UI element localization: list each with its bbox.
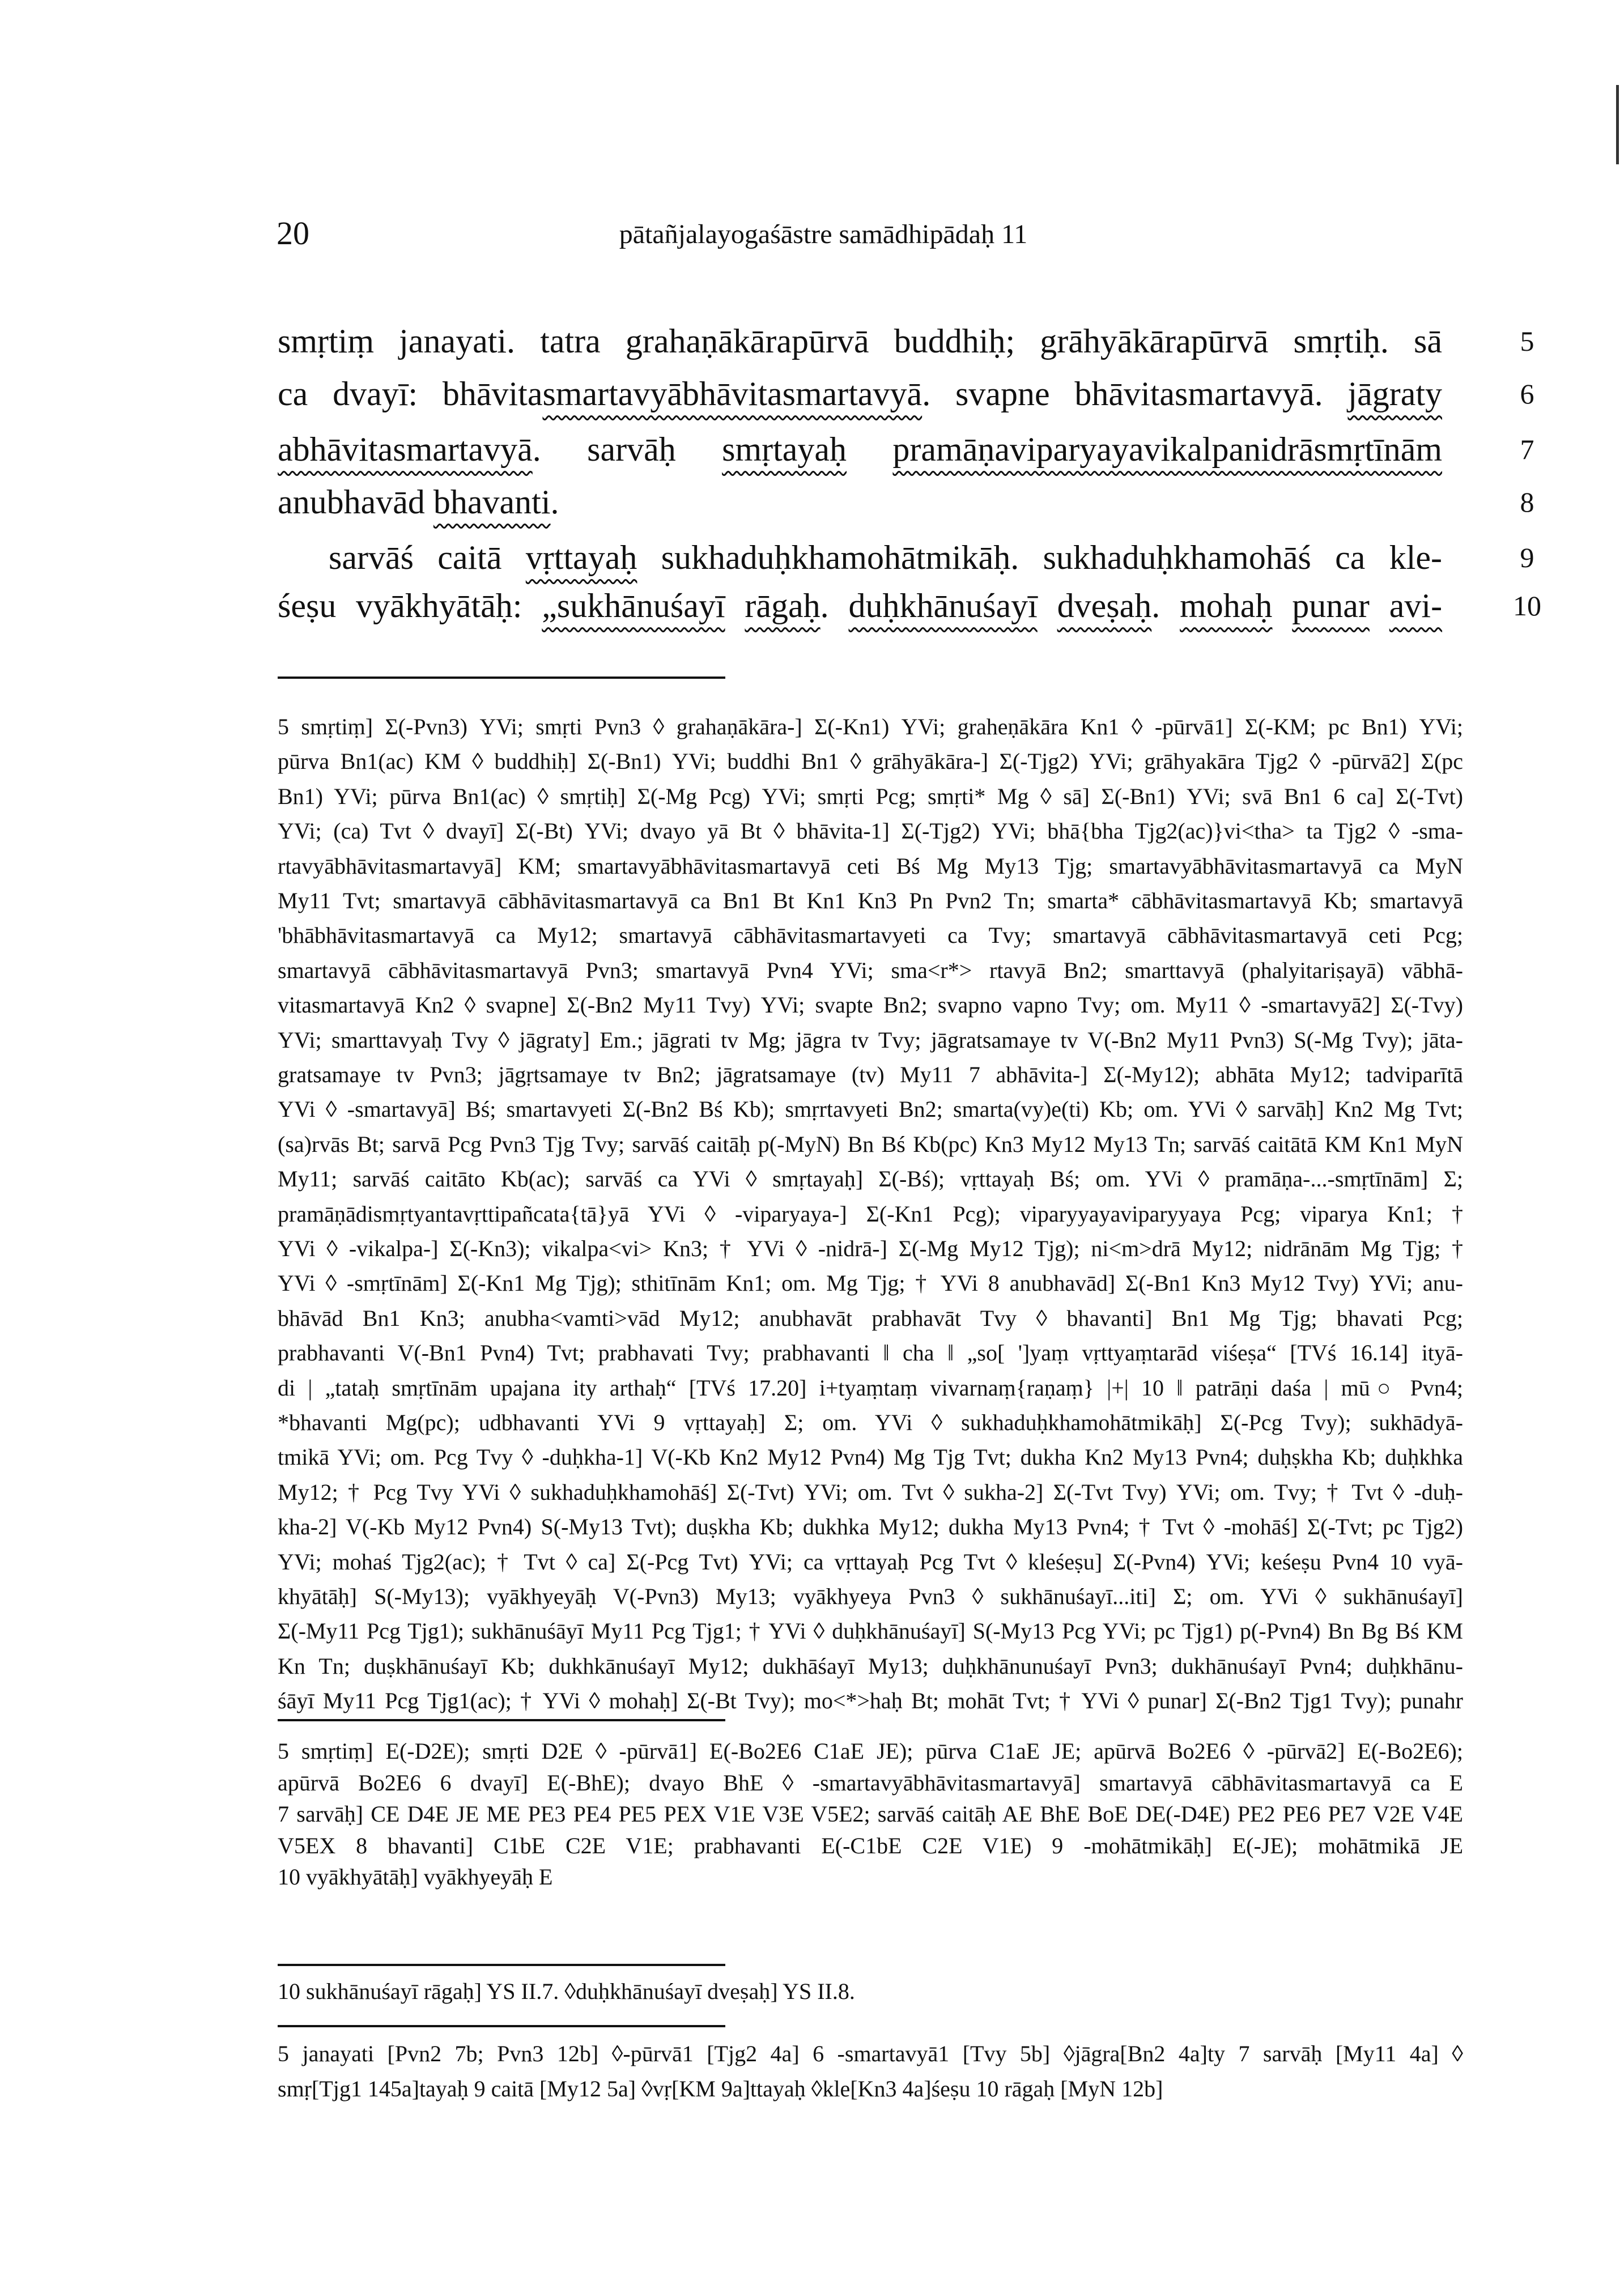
- text-segment: sukhaduḥkhamohātmikāḥ. sukhaduḥkhamohāś ca kle-: [637, 539, 1442, 576]
- apparatus-rule: [278, 677, 725, 679]
- line-number: 5: [1520, 325, 1534, 357]
- text-segment: smṛtiṃ janayati. tatra grahaṇākārapūrvā buddhiḥ; grāhyākārapūrvā smṛtiḥ. sā: [278, 322, 1442, 360]
- underlined-reading: rāgaḥ: [745, 587, 820, 624]
- underlined-reading: vṛttayaḥ: [525, 539, 637, 576]
- apparatus-line: di | „tataḥ smṛtīnām upajana ity arthaḥ“ [TVś 17.20] i+tyaṃtaṃ vivarnaṃ{raṇaṃ} |+| 10 ‖ patrāṇi daśa | mū○ Pvn4;: [278, 1375, 1463, 1401]
- text-segment: [847, 431, 892, 468]
- underlined-reading: jāgraty: [1347, 375, 1442, 412]
- apparatus-line: V5EX 8 bhavanti] C1bE C2E V1E; prabhavanti E(-C1bE C2E V1E) 9 -mohātmikāḥ] E(-JE); mohātmikā JE: [278, 1832, 1463, 1858]
- main-text-line: [278, 583, 1442, 628]
- underlined-reading: dveṣaḥ: [1057, 587, 1152, 624]
- text-segment: . sarvāḥ: [532, 431, 722, 468]
- apparatus-line: *bhavanti Mg(pc); udbhavanti YVi 9 vṛttayaḥ] Σ; om. YVi ◊ sukhaduḥkhamohātmikāḥ] Σ(-Pcg Tvy); sukhādyā-: [278, 1410, 1463, 1435]
- apparatus-line: My12; † Pcg Tvy YVi ◊ sukhaduḥkhamohāś] Σ(-Tvt) YVi; om. Tvt ◊ sukha-2] Σ(-Tvt Tvy) YVi; om. Tvy; † Tvt ◊ -duḥ-: [278, 1479, 1463, 1505]
- underlined-reading: smartavyābhāvitasmartavyā: [542, 375, 922, 412]
- underlined-reading: pramāṇaviparyayavikalpanidrāsmṛtīnām: [892, 431, 1443, 468]
- apparatus-line: 5 janayati [Pvn2 7b; Pvn3 12b] ◊-pūrvā1 [Tjg2 4a] 6 -smartavyā1 [Tvy 5b] ◊jāgra[Bn2 4a]ty 7 sarvāḥ [My11 4a] ◊: [278, 2041, 1463, 2066]
- underlined-reading: punar: [1292, 587, 1370, 624]
- text-segment: [1370, 587, 1389, 624]
- text-segment: .: [1151, 587, 1180, 624]
- underlined-reading: abhāvitasmartavyā: [278, 431, 533, 468]
- apparatus-line: YVi ◊ -smṛtīnām] Σ(-Kn1 Mg Tjg); sthitīnām Kn1; om. Mg Tjg; † YVi 8 anubhavād] Σ(-Bn1 Kn3 My12 Tvy) YVi; anu-: [278, 1270, 1463, 1296]
- text-segment: .: [820, 587, 849, 624]
- underlined-reading: mohaḥ: [1180, 587, 1273, 624]
- underlined-reading: „sukhānuśayī: [542, 587, 725, 624]
- apparatus-line: kha-2] V(-Kb My12 Pvn4) S(-My13 Tvt); duṣkha Kb; dukhka My12; dukha My13 Pvn4; † Tvt ◊ -mohāś] Σ(-Tvt; pc Tjg2): [278, 1514, 1463, 1540]
- apparatus-line: 10 sukhānuśayī rāgaḥ] YS II.7. ◊duḥkhānuśayī dveṣaḥ] YS II.8.: [278, 1979, 855, 2004]
- text-segment: ca dvayī: bhāvita: [278, 375, 543, 412]
- page-number: 20: [277, 215, 309, 252]
- apparatus-line: 5 smṛtiṃ] Σ(-Pvn3) YVi; smṛti Pvn3 ◊ grahaṇākāra-] Σ(-Kn1) YVi; graheṇākāra Kn1 ◊ -pūrvā1] Σ(-KM; pc Bn1) YVi;: [278, 714, 1463, 739]
- line-number: 10: [1513, 590, 1541, 622]
- apparatus-line: YVi; mohaś Tjg2(ac); † Tvt ◊ ca] Σ(-Pcg Tvt) YVi; ca vṛttayaḥ Pcg Tvt ◊ kleśeṣu] Σ(-Pvn4) YVi; keśeṣu Pvn4 10 vyā-: [278, 1548, 1463, 1575]
- apparatus-line: smartavyā cābhāvitasmartavyā Pvn3; smartavyā Pvn4 YVi; sma<r*> rtavyā Bn2; smarttavyā (phalyitariṣayā) vābhā-: [278, 957, 1463, 983]
- apparatus-rule: [278, 1719, 725, 1721]
- apparatus-line: pramāṇādismṛtyantavṛttipañcata{tā}yā YVi ◊ -viparyaya-] Σ(-Kn1 Pcg); viparyyayaviparyyaya Pcg; viparya Kn1; †: [278, 1201, 1463, 1227]
- apparatus-rule: [278, 2025, 725, 2027]
- main-text-line: [278, 535, 1442, 580]
- line-number: 9: [1520, 542, 1534, 573]
- apparatus-line: apūrvā Bo2E6 6 dvayī] E(-BhE); dvayo BhE ◊ -smartavyābhāvitasmartavyā] smartavyā cābhāvitasmartavyā ca E: [278, 1769, 1463, 1796]
- line-number: 7: [1520, 433, 1534, 465]
- apparatus-line: khyātāḥ] S(-My13); vyākhyeyāḥ V(-Pvn3) My13; vyākhyeya Pvn3 ◊ sukhānuśayī...iti] Σ; om. YVi ◊ sukhānuśayī]: [278, 1584, 1463, 1609]
- text-segment: anubhavād: [278, 483, 433, 521]
- apparatus-line: tmikā YVi; om. Pcg Tvy ◊ -duḥkha-1] V(-Kb Kn2 My12 Pvn4) Mg Tjg Tvt; dukha Kn2 My13 Pvn4; duḥṣkha Kb; duḥkhka: [278, 1444, 1463, 1470]
- apparatus-line: gratsamaye tv Pvn3; jāgṛtsamaye tv Bn2; jāgratsamaye (tv) My11 7 abhāvita-] Σ(-My12); abhāta My12; tadviparītā: [278, 1062, 1463, 1087]
- apparatus-line: 7 sarvāḥ] CE D4E JE ME PE3 PE4 PE5 PEX V1E V3E V5E2; sarvāś caitāḥ AE BhE BoE DE(-D4E) PE2 PE6 PE7 V2E V4E: [278, 1801, 1463, 1827]
- apparatus-rule: [278, 1964, 725, 1966]
- text-segment: sarvāś caitā: [329, 539, 526, 576]
- apparatus-line: vitasmartavyā Kn2 ◊ svapne] Σ(-Bn2 My11 Tvy) YVi; svapte Bn2; svapno vapno Tvy; om. My11 ◊ -smartavyā2] Σ(-Tvy): [278, 992, 1463, 1018]
- underlined-reading: duḥkhānuśayī: [848, 587, 1038, 624]
- underlined-reading: bhavanti: [433, 483, 551, 521]
- apparatus-line: YVi; smarttavyaḥ Tvy ◊ jāgraty] Em.; jāgrati tv Mg; jāgra tv Tvy; jāgratsamaye tv V(-Bn2 My11 Pvn3) S(-Mg Tvy); jāta-: [278, 1027, 1463, 1053]
- text-segment: . svapne bhāvitasmartavyā.: [922, 375, 1348, 412]
- main-text-line: [278, 479, 1442, 525]
- apparatus-line: YVi; (ca) Tvt ◊ dvayī] Σ(-Bt) YVi; dvayo yā Bt ◊ bhāvita-1] Σ(-Tjg2) YVi; bhā{bha Tjg2(ac)}vi<tha> ta Tjg2 ◊ -sma-: [278, 818, 1463, 844]
- text-segment: [1038, 587, 1057, 624]
- apparatus-line: YVi ◊ -vikalpa-] Σ(-Kn3); vikalpa<vi> Kn3; † YVi ◊ -nidrā-] Σ(-Mg My12 Tjg); ni<m>drā My12; nidrānām Mg Tjg; †: [278, 1236, 1463, 1261]
- main-text-line: [278, 371, 1442, 416]
- apparatus-line: Bn1) YVi; pūrva Bn1(ac) ◊ smṛtiḥ] Σ(-Mg Pcg) YVi; smṛti Pcg; smṛti* Mg ◊ sā] Σ(-Bn1) YVi; svā Bn1 6 ca] Σ(-Tvt): [278, 783, 1463, 809]
- main-text-line: [278, 427, 1442, 472]
- apparatus-line: 'bhābhāvitasmartavyā ca My12; smartavyā cābhāvitasmartavyeti ca Tvy; smartavyā cābhāvitasmartavyā ceti Pcg;: [278, 922, 1463, 948]
- underlined-reading: smṛtayaḥ: [722, 431, 847, 468]
- apparatus-line: prabhavanti V(-Bn1 Pvn4) Tvt; prabhavati Tvy; prabhavanti ‖ cha ‖ „so[ ']yaṃ vṛttyaṃtarād viśeṣa“ [TVś 16.14] ityā-: [278, 1340, 1463, 1366]
- scan-artifact-mark: [1616, 85, 1619, 164]
- apparatus-line: Σ(-My11 Pcg Tjg1); sukhānuśāyī My11 Pcg Tjg1; † YVi ◊ duḥkhānuśayī] S(-My13 Pcg YVi; pc Tjg1) p(-Pvn4) Bn Bg Bś KM: [278, 1618, 1463, 1644]
- underlined-reading: avi-: [1389, 587, 1443, 624]
- line-number: 8: [1520, 486, 1534, 518]
- apparatus-line: 5 smṛtiṃ] E(-D2E); smṛti D2E ◊ -pūrvā1] E(-Bo2E6 C1aE JE); pūrva C1aE JE; apūrvā Bo2E6 ◊ -pūrvā2] E(-Bo2E6);: [278, 1738, 1463, 1764]
- apparatus-line: pūrva Bn1(ac) KM ◊ buddhiḥ] Σ(-Bn1) YVi; buddhi Bn1 ◊ grāhyākāra-] Σ(-Tjg2) YVi; grāhyakāra Tjg2 ◊ -pūrvā2] Σ(pc: [278, 748, 1463, 775]
- apparatus-line: smṛ[Tjg1 145a]tayaḥ 9 caitā [My12 5a] ◊vṛ[KM 9a]ttayaḥ ◊kle[Kn3 4a]śeṣu 10 rāgaḥ [MyN 12b]: [278, 2076, 1163, 2101]
- text-segment: [1272, 587, 1292, 624]
- apparatus-line: YVi ◊ -smartavyā] Bś; smartavyeti Σ(-Bn2 Bś Kb); smṛrtavyeti Bn2; smarta(vy)e(ti) Kb; om. YVi ◊ sarvāḥ] Kn2 Mg Tvt;: [278, 1096, 1463, 1122]
- text-segment: .: [550, 483, 559, 521]
- apparatus-line: śāyī My11 Pcg Tjg1(ac); † YVi ◊ mohaḥ] Σ(-Bt Tvy); mo<*>haḥ Bt; mohāt Tvt; † YVi ◊ punar] Σ(-Bn2 Tjg1 Tvy); punahr: [278, 1688, 1463, 1714]
- apparatus-line: My11; sarvāś caitāto Kb(ac); sarvāś ca YVi ◊ smṛtayaḥ] Σ(-Bś); vṛttayaḥ Bś; om. YVi ◊ pramāṇa-...-smṛtīnām] Σ;: [278, 1166, 1463, 1192]
- running-head: pātañjalayogaśāstre samādhipādaḥ 11: [619, 219, 1028, 249]
- apparatus-line: rtavyābhāvitasmartavyā] KM; smartavyābhāvitasmartavyā ceti Bś Mg My13 Tjg; smartavyābhāvitasmartavyā ca MyN: [278, 853, 1463, 879]
- apparatus-line: 10 vyākhyātāḥ] vyākhyeyāḥ E: [278, 1864, 553, 1890]
- apparatus-line: (sa)rvās Bt; sarvā Pcg Pvn3 Tjg Tvy; sarvāś caitāḥ p(-MyN) Bn Bś Kb(pc) Kn3 My12 My13 Tn; sarvāś caitātā KM Kn1 MyN: [278, 1131, 1463, 1157]
- line-number: 6: [1520, 378, 1534, 410]
- text-segment: śeṣu vyākhyātāḥ:: [278, 587, 542, 624]
- text-segment: [725, 587, 745, 624]
- apparatus-line: bhāvād Bn1 Kn3; anubha<vamti>vād My12; anubhavāt prabhavāt Tvy ◊ bhavanti] Bn1 Mg Tjg; bhavati Pcg;: [278, 1305, 1463, 1331]
- main-text-line: [278, 318, 1442, 364]
- apparatus-line: My11 Tvt; smartavyā cābhāvitasmartavyā ca Bn1 Bt Kn1 Kn3 Pn Pvn2 Tn; smarta* cābhāvitasmartavyā Kb; smartavyā: [278, 888, 1463, 913]
- apparatus-line: Kn Tn; duṣkhānuśayī Kb; dukhkānuśayī My12; dukhāśayī My13; duḥkhānunuśayī Pvn3; dukhānuśayī Pvn4; duḥkhānu-: [278, 1653, 1463, 1679]
